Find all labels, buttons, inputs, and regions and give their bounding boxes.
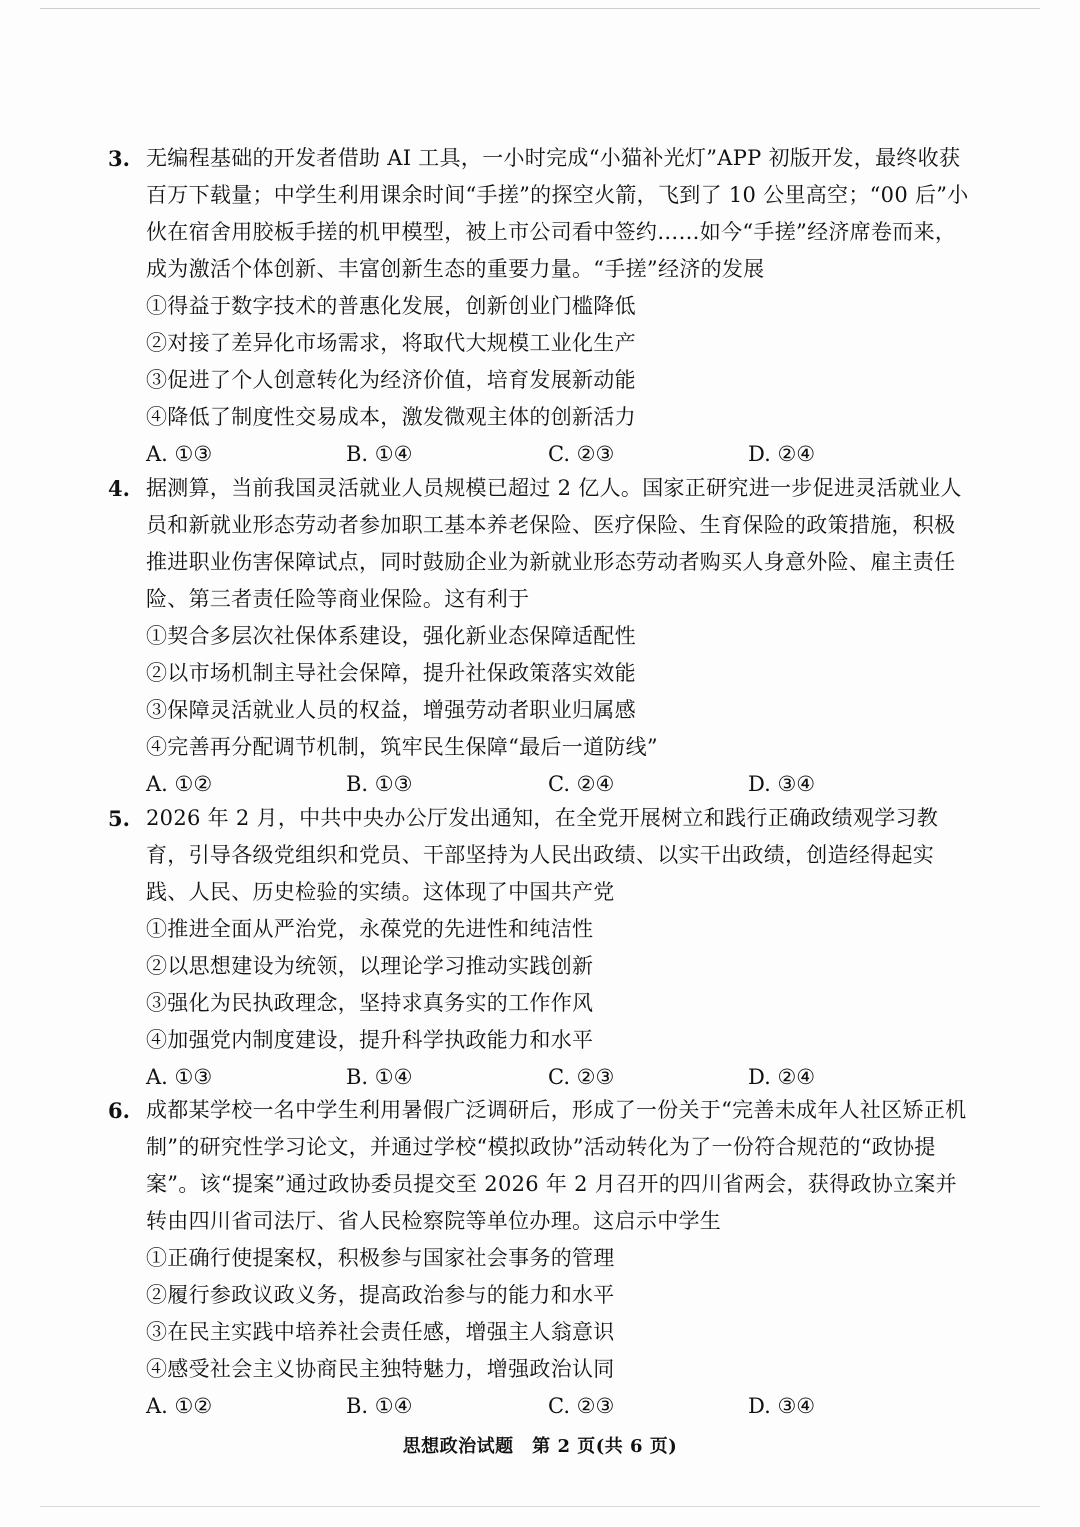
- choice-b: B. ①④: [346, 442, 413, 466]
- statement-1: ①得益于数字技术的普惠化发展，创新创业门槛降低: [146, 294, 636, 318]
- choice-d: D. ③④: [748, 772, 816, 796]
- choice-a: A. ①②: [146, 772, 213, 796]
- top-border: [40, 8, 1040, 9]
- choice-c: C. ②③: [548, 442, 615, 466]
- statement-4: ④感受社会主义协商民主独特魅力，增强政治认同: [146, 1357, 615, 1381]
- choice-d: D. ②④: [748, 1065, 816, 1089]
- question-number: 6.: [108, 1098, 130, 1123]
- answer-choices: [146, 1059, 976, 1096]
- statement-3: ③保障灵活就业人员的权益，增强劳动者职业归属感: [146, 698, 636, 722]
- question-5: [108, 800, 976, 1096]
- choice-a: A. ①③: [146, 442, 213, 466]
- choice-b: B. ①③: [346, 772, 413, 796]
- answer-choices: [146, 1388, 976, 1425]
- choice-c: C. ②③: [548, 1065, 615, 1089]
- statement-2: ②以市场机制主导社会保障，提升社保政策落实效能: [146, 661, 636, 685]
- statement-3: ③促进了个人创意转化为经济价值，培育发展新动能: [146, 368, 636, 392]
- choice-b: B. ①④: [346, 1065, 413, 1089]
- choice-a: A. ①③: [146, 1065, 213, 1089]
- answer-choices: [146, 436, 976, 473]
- question-number: 4.: [108, 476, 130, 501]
- question-number: 5.: [108, 806, 130, 831]
- question-number: 3.: [108, 146, 130, 171]
- statement-4: ④降低了制度性交易成本，激发微观主体的创新活力: [146, 405, 636, 429]
- question-4: [108, 470, 976, 803]
- answer-choices: [146, 766, 976, 803]
- statement-2: ②履行参政议政义务，提高政治参与的能力和水平: [146, 1283, 615, 1307]
- statement-1: ①正确行使提案权，积极参与国家社会事务的管理: [146, 1246, 615, 1270]
- question-6: [108, 1092, 976, 1425]
- question-stem: 2026 年 2 月，中共中央办公厅发出通知，在全党开展树立和践行正确政绩观学习教育，引导各级党组织和党员、干部坚持为人民出政绩、以实干出政绩，创造经得起实践、人民、历史检验的实绩。这体现了中国共产党: [146, 806, 939, 904]
- choice-c: C. ②④: [548, 772, 615, 796]
- question-stem: 成都某学校一名中学生利用暑假广泛调研后，形成了一份关于“完善未成年人社区矫正机制”的研究性学习论文，并通过学校“模拟政协”活动转化为了一份符合规范的“政协提案”。该“提案”通过政协委员提交至 2026 年 2 月召开的四川省两会，获得政协立案并转由四川省司法厅、省人民检察院等单位办理。这启示中学生: [146, 1098, 967, 1233]
- choice-b: B. ①④: [346, 1394, 413, 1418]
- choice-d: D. ②④: [748, 442, 816, 466]
- choice-a: A. ①②: [146, 1394, 213, 1418]
- question-stem: 无编程基础的开发者借助 AI 工具，一小时完成“小猫补光灯”APP 初版开发，最终收获百万下载量；中学生利用课余时间“手搓”的探空火箭，飞到了 10 公里高空；“00 后”小伙在宿舍用胶板手搓的机甲模型，被上市公司看中签约……如今“手搓”经济席卷而来，成为激活个体创新、丰富创新生态的重要力量。“手搓”经济的发展: [146, 146, 969, 281]
- statement-3: ③强化为民执政理念，坚持求真务实的工作作风: [146, 991, 594, 1015]
- statement-2: ②以思想建设为统领，以理论学习推动实践创新: [146, 954, 594, 978]
- question-stem: 据测算，当前我国灵活就业人员规模已超过 2 亿人。国家正研究进一步促进灵活就业人员和新就业形态劳动者参加职工基本养老保险、医疗保险、生育保险的政策措施，积极推进职业伤害保障试点，同时鼓励企业为新就业形态劳动者购买人身意外险、雇主责任险、第三者责任险等商业保险。这有利于: [146, 476, 962, 611]
- question-3: [108, 140, 976, 473]
- choice-d: D. ③④: [748, 1394, 816, 1418]
- statement-3: ③在民主实践中培养社会责任感，增强主人翁意识: [146, 1320, 615, 1344]
- choice-c: C. ②③: [548, 1394, 615, 1418]
- statement-4: ④加强党内制度建设，提升科学执政能力和水平: [146, 1028, 594, 1052]
- page-footer: 思想政治试题 第 2 页(共 6 页): [402, 1436, 678, 1457]
- statement-2: ②对接了差异化市场需求，将取代大规模工业化生产: [146, 331, 636, 355]
- bottom-border: [40, 1506, 1040, 1507]
- statement-1: ①契合多层次社保体系建设，强化新业态保障适配性: [146, 624, 636, 648]
- statement-4: ④完善再分配调节机制，筑牢民生保障“最后一道防线”: [146, 735, 658, 759]
- statement-1: ①推进全面从严治党，永葆党的先进性和纯洁性: [146, 917, 594, 941]
